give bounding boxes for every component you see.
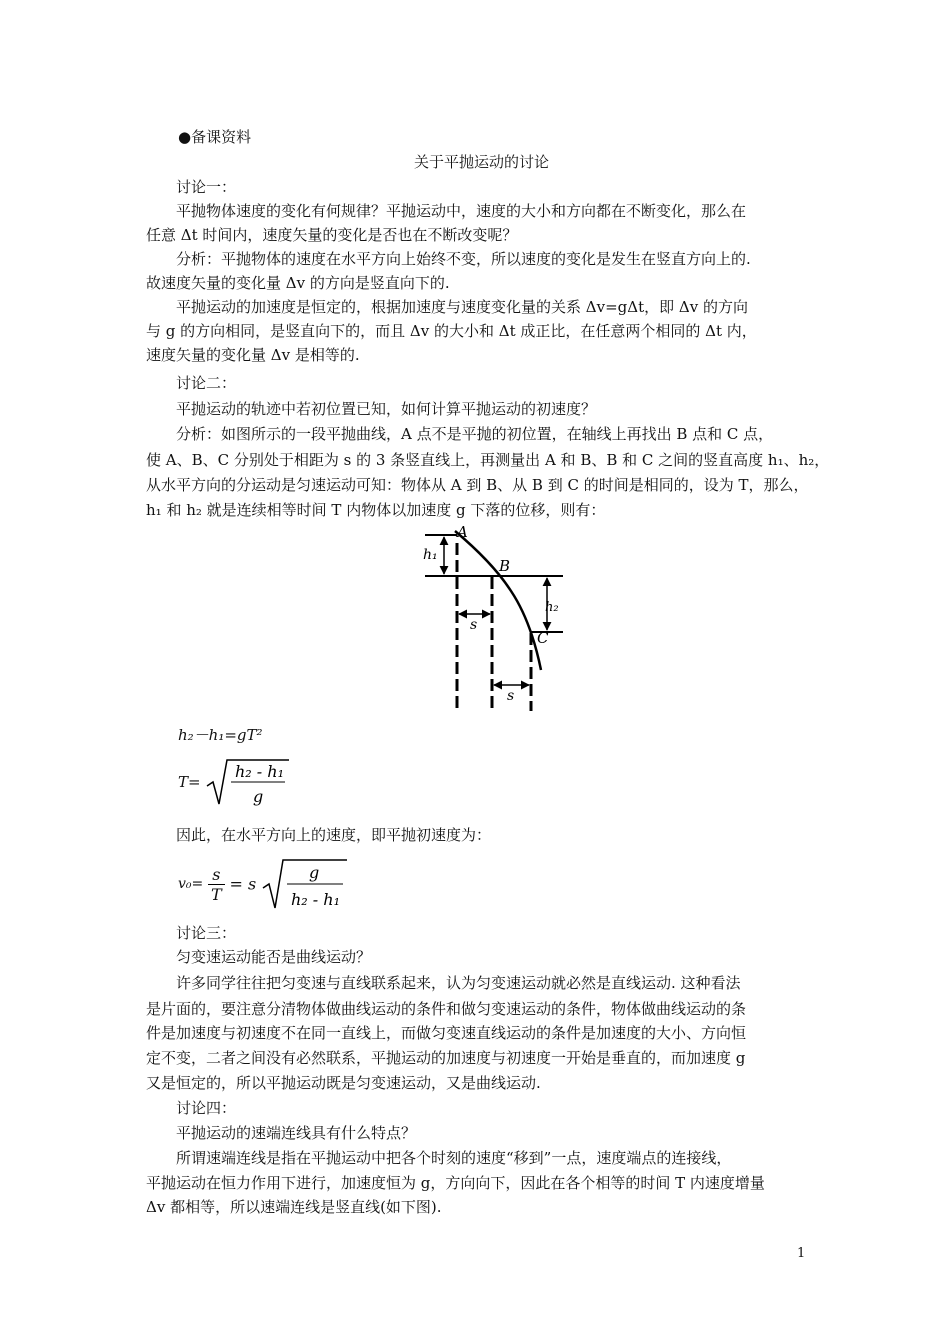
equation-3-lhs: v₀= [178,876,204,892]
label-a: A [457,525,468,541]
discussion-2-analysis-line-3: 从水平方向的分运动是匀速运动可知：物体从 A 到 B、从 B 到 C 的时间是相同的，设为 T，那么， [146,476,809,494]
discussion-3-heading: 讨论三： [176,924,237,942]
equation-2-denominator: g [253,787,264,806]
discussion-4-question: 平抛运动的速端连线具有什么特点？ [176,1124,417,1142]
equation-2-lhs: T= [178,773,201,791]
equation-3-mid: = s [229,874,257,894]
sqrt-sign-1 [205,756,289,808]
discussion-4-answer-line-2: 平抛运动在恒力作用下进行，加速度恒为 g，方向向下，因此在各个相等的时间 T 内速度增量 [146,1174,765,1192]
equation-2 [178,756,289,808]
equation-3-fraction-numerator: s [212,864,221,884]
sqrt-sign-2 [261,856,347,912]
equation-1: h₂－h₁=gT² [178,726,263,744]
discussion-3-answer-line-2: 是片面的，要注意分清物体做曲线运动的条件和做匀变速运动的条件，物体做曲线运动的条 [146,1000,747,1018]
discussion-3-answer-line-4: 定不变，二者之间没有必然联系，平抛运动的加速度与初速度一开始是垂直的，而加速度 g [146,1049,746,1067]
label-h2: h₂ [545,600,559,615]
equation-2-numerator: h₂ - h₁ [235,762,285,781]
discussion-3-answer-line-3: 件是加速度与初速度不在同一直线上，而做匀变速直线运动的条件是加速度的大小、方向恒 [146,1024,747,1042]
label-s-lower: s [507,688,515,704]
discussion-1-analysis-line-1: 分析：平抛物体的速度在水平方向上始终不变，所以速度的变化是发生在竖直方向上的. [176,250,751,268]
discussion-4-heading: 讨论四： [176,1099,237,1117]
equation-3 [178,856,347,912]
discussion-2-analysis-line-2: 使 A、B、C 分别处于相距为 s 的 3 条竖直线上，再测量出 A 和 B、B 和 C 之间的竖直高度 h₁、h₂， [146,451,830,469]
label-s-upper: s [470,617,478,633]
discussion-2-analysis-line-1: 分析：如图所示的一段平抛曲线，A 点不是平抛的初位置，在轴线上再找出 B 点和 C 点， [176,425,774,443]
discussion-2-heading: 讨论二： [176,374,237,392]
discussion-3-question: 匀变速运动能否是曲线运动？ [176,948,372,966]
equation-3-fraction-denominator: T [208,884,225,904]
discussion-4-answer-line-1: 所谓速端连线是指在平抛运动中把各个时刻的速度“移到”一点，速度端点的连接线， [176,1149,732,1167]
label-c: C [537,629,549,647]
discussion-1-question-line-2: 任意 Δt 时间内，速度矢量的变化是否也在不断改变呢？ [146,226,518,244]
page-title: 关于平抛运动的讨论 [414,153,550,171]
section-label: ●备课资料 [178,128,252,146]
discussion-2-analysis-line-4: h₁ 和 h₂ 就是连续相等时间 T 内物体以加速度 g 下落的位移，则有： [146,501,606,519]
discussion-2-question: 平抛运动的轨迹中若初位置已知，如何计算平抛运动的初速度？ [176,400,597,418]
projectile-figure [415,525,567,713]
page-number: 1 [797,1246,806,1261]
discussion-3-answer-line-1: 许多同学往往把匀变速与直线联系起来，认为匀变速运动就必然是直线运动. 这种看法 [176,974,741,992]
equation-3-fraction [208,865,225,904]
discussion-1-heading: 讨论一： [176,178,237,196]
discussion-2-conclusion: 因此，在水平方向上的速度，即平抛初速度为： [176,826,492,844]
discussion-1-analysis-line-5: 速度矢量的变化量 Δv 是相等的. [146,346,360,364]
discussion-1-analysis-line-2: 故速度矢量的变化量 Δv 的方向是竖直向下的. [146,274,450,292]
discussion-4-answer-line-3: Δv 都相等，所以速端连线是竖直线(如下图). [146,1198,442,1216]
equation-3-denominator: h₂ - h₁ [290,890,340,909]
discussion-1-question-line-1: 平抛物体速度的变化有何规律？平抛运动中，速度的大小和方向都在不断变化，那么在 [176,202,747,220]
label-b: B [499,557,511,575]
equation-3-numerator: g [308,863,320,882]
discussion-1-analysis-line-4: 与 g 的方向相同，是竖直向下的，而且 Δv 的大小和 Δt 成正比，在任意两个相同的 Δt 内， [146,322,757,340]
trajectory-curve [455,531,541,670]
discussion-1-analysis-line-3: 平抛运动的加速度是恒定的，根据加速度与速度变化量的关系 Δv=gΔt，即 Δv 的方向 [176,298,748,316]
label-h1: h₁ [423,547,438,563]
discussion-3-answer-line-5: 又是恒定的，所以平抛运动既是匀变速运动，又是曲线运动. [146,1074,541,1092]
